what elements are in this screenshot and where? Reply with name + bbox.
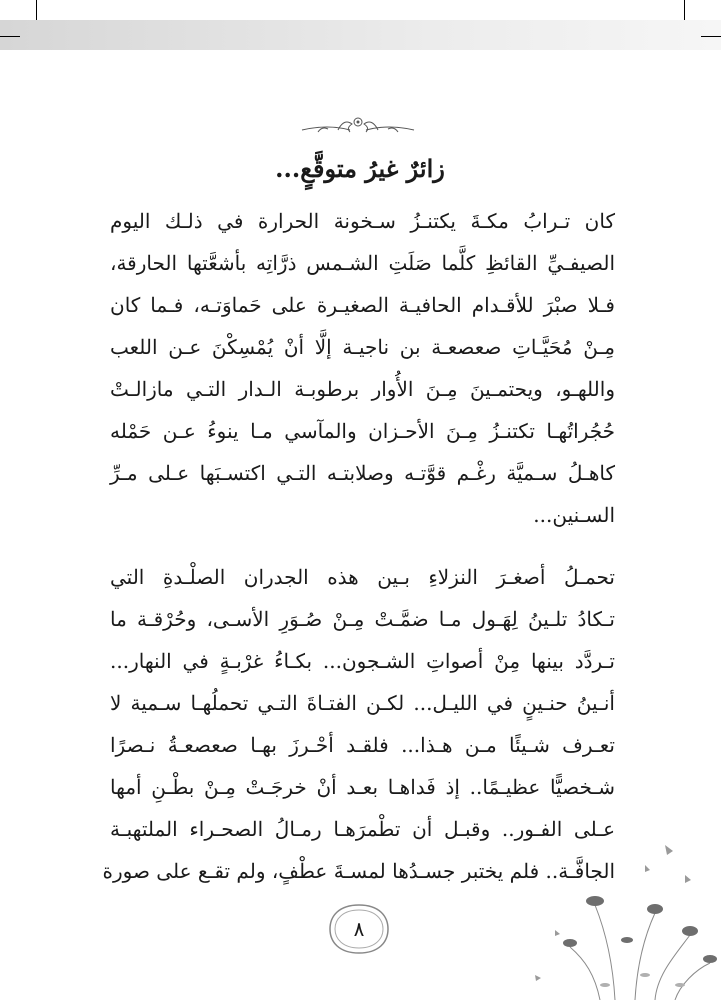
text-line: الجافَّـة.. فلم يختبر جسـدُها لمسـةَ عطْفٍ، ولم تقـع على صورة (102, 859, 615, 883)
text-line: حُجُراتُهـا تكتنـزُ مِـنَ الأحـزان والمآسي مـا ينوءُ عـن حَمْله (110, 419, 615, 443)
text-line: كان تـرابُ مكـةَ يكتنـزُ سـخونة الحرارة في ذلـك اليوم (110, 209, 615, 233)
text-line: تحمـلُ أصغـرَ النزلاءِ بـين هذه الجدران الصلْـدةِ التي (110, 565, 615, 589)
crop-mark-right-vertical (684, 0, 685, 20)
text-line: عـلى الفـور.. وقبـل أن تطْمرَهـا رمـالُ الصحـراء الملتهبـة (110, 817, 615, 841)
text-line: السـنين... (533, 503, 615, 527)
text-line: كاهـلُ سـميَّة رغْـم قوَّتـه وصلابتـه التـي اكتسـبَها عـلى مـرِّ (110, 461, 615, 485)
flowers-illustration (515, 835, 721, 1000)
text-line: مِـنْ مُحَيَّـاتِ صعصعـة بن ناجيـة إلَّا أنْ يُمْسِكْنَ عـن اللعب (110, 335, 615, 359)
chapter-title: زائرٌ غيرُ متوقَّعٍ... (275, 154, 445, 183)
text-line: تعـرف شـيئًا مـن هـذا... فلقـد أحْـرزَ بهـا صعصعـةُ نـصرًا (110, 733, 615, 757)
text-line: الصيفـيِّ القائظِ كلَّما صَلَتِ الشـمس ذرَّاتِه بأشعَّتها الحارقة، (110, 251, 615, 275)
paragraph-gap (110, 536, 615, 556)
text-line: فـلا صبْرَ للأقـدام الحافيـة الصغيـرة على حَماوَتـه، فـما كان (110, 293, 615, 317)
text-line: أنـينُ حنـينٍ في الليـل... لكـن الفتـاةَ التـي تحملُهـا سـمية لا (110, 691, 615, 715)
text-line: تـكادُ تلـينُ لِهَـول مـا ضمَّـتْ مِـنْ صُـوَرِ الأسـى، وحُرْقـة ما (110, 607, 615, 631)
text-line: تـردَّد بينها مِنْ أصواتِ الشـجون... بكـاءُ غرْبـةٍ في النهار... (110, 649, 615, 673)
page-number: ٨ (353, 917, 365, 941)
body-text (102, 200, 615, 892)
text-line: شـخصيًّا عظيـمًا.. إذ فَداهـا بعـد أنْ خرجَـتْ مِـنْ بطْـنِ أمها (110, 775, 615, 799)
paragraph-1 (110, 200, 615, 536)
crop-mark-left-horizontal (0, 36, 20, 37)
crop-mark-right-horizontal (701, 36, 721, 37)
text-line: واللهـو، ويحتمـينَ مِـنَ الأُوار برطوبـة الـدار التـي مازالـتْ (110, 377, 615, 401)
crop-mark-left-vertical (36, 0, 37, 20)
title-ornament (298, 110, 418, 138)
header-band (0, 20, 721, 50)
